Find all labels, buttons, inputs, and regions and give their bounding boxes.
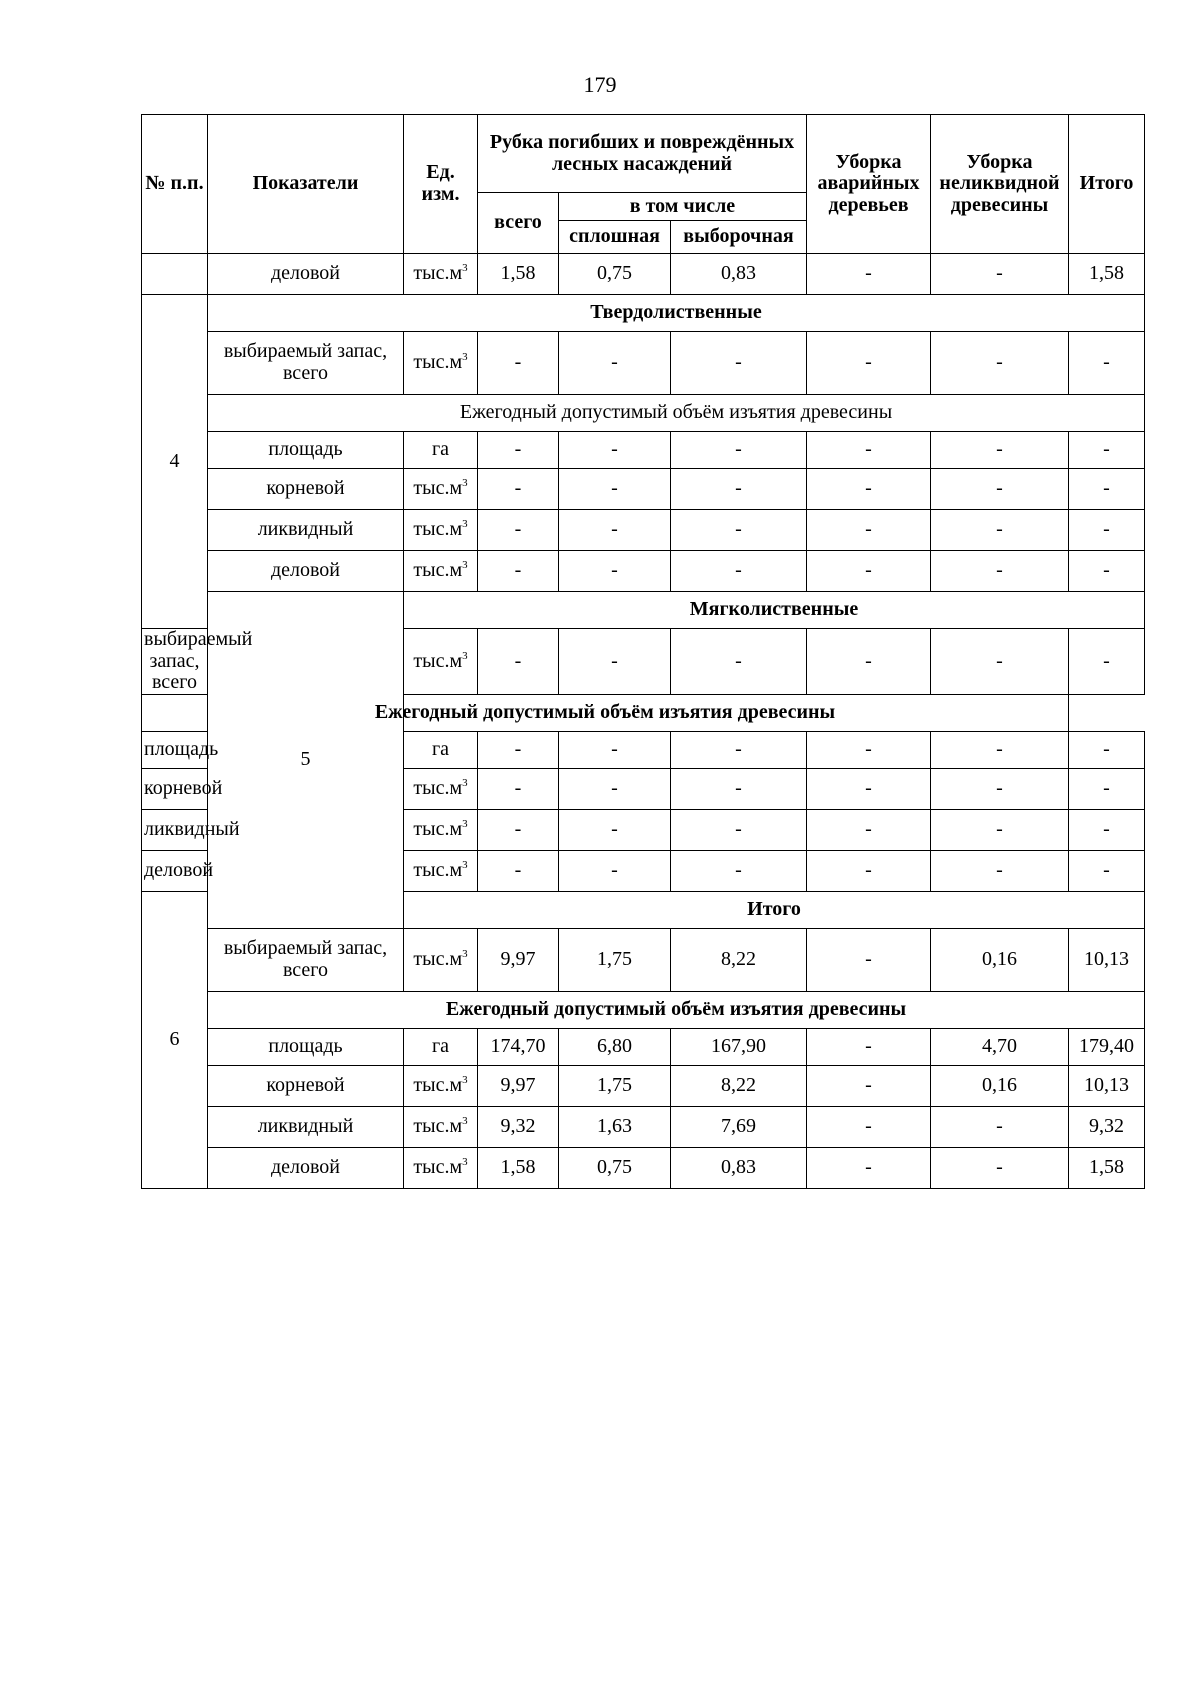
unit-cell: $тыс.м^3$ [404,469,478,510]
unit-cell: $тыс.м^3$ [404,254,478,295]
value-cell: - [807,1028,931,1065]
section-number: 5 [208,592,404,929]
header-illiquid: Уборка неликвидной древесины [931,115,1069,254]
value-cell: 0,83 [671,1147,807,1188]
value-cell: 8,22 [671,928,807,991]
value-cell: - [1069,850,1145,891]
value-cell: - [807,1147,931,1188]
unit-cell: $тыс.м^3$ [404,332,478,395]
value-cell: - [559,510,671,551]
value-cell: - [1069,629,1145,695]
value-cell: - [807,332,931,395]
value-cell: 0,16 [931,1065,1069,1106]
value-cell: - [931,469,1069,510]
unit-cell: $тыс.м^3$ [404,850,478,891]
value-cell: 6,80 [559,1028,671,1065]
value-cell: 10,13 [1069,1065,1145,1106]
row-label: площадь [142,731,208,768]
value-cell: - [671,469,807,510]
value-cell: - [931,551,1069,592]
value-cell: - [931,1106,1069,1147]
value-cell: - [931,510,1069,551]
section-subtitle: Ежегодный допустимый объём изъятия древесины [142,694,1069,731]
row-label: площадь [208,1028,404,1065]
value-cell: - [1069,551,1145,592]
table-row [142,510,1145,551]
value-cell: 1,63 [559,1106,671,1147]
table-row [142,1147,1145,1188]
value-cell: - [931,1147,1069,1188]
value-cell: - [478,809,559,850]
value-cell: - [559,768,671,809]
value-cell: - [671,768,807,809]
row-label: деловой [208,254,404,295]
value-cell: - [559,629,671,695]
value-cell: 10,13 [1069,928,1145,991]
value-cell: 167,90 [671,1028,807,1065]
value-cell: - [807,1106,931,1147]
table-row [142,551,1145,592]
value-cell: 1,58 [1069,254,1145,295]
unit-cell: $тыс.м^3$ [404,629,478,695]
value-cell: - [671,432,807,469]
row-label: корневой [208,1065,404,1106]
section-subtitle: Ежегодный допустимый объём изъятия древесины [208,991,1145,1028]
value-cell: - [1069,809,1145,850]
row-label: выбираемый запас, всего [208,332,404,395]
section-title-row [142,295,1145,332]
value-cell: - [671,809,807,850]
value-cell: 1,75 [559,1065,671,1106]
value-cell: - [671,551,807,592]
row-label: деловой [142,850,208,891]
header-unit: Ед. изм. [404,115,478,254]
value-cell: - [559,809,671,850]
unit-cell: $тыс.м^3$ [404,1106,478,1147]
value-cell: - [478,332,559,395]
section-number: 6 [142,891,208,1188]
value-cell: - [559,432,671,469]
value-cell: - [478,510,559,551]
value-cell: - [1069,332,1145,395]
value-cell: - [671,332,807,395]
value-cell: - [559,850,671,891]
value-cell: - [807,809,931,850]
section-title-row [142,592,1145,629]
value-cell: - [807,629,931,695]
section-title: Мягколиственные [404,592,1145,629]
unit-cell: $тыс.м^3$ [404,551,478,592]
value-cell: 174,70 [478,1028,559,1065]
value-cell: - [478,768,559,809]
table-row [142,469,1145,510]
value-cell: - [807,469,931,510]
value-cell: - [478,469,559,510]
section-title: Твердолиственные [208,295,1145,332]
value-cell: - [807,850,931,891]
table-row [142,928,1145,991]
table-row [142,332,1145,395]
value-cell: - [807,768,931,809]
value-cell: 1,58 [478,254,559,295]
value-cell: 1,58 [478,1147,559,1188]
unit-cell: га [404,1028,478,1065]
value-cell: - [478,551,559,592]
value-cell: 9,97 [478,928,559,991]
section-title: Итого [404,891,1145,928]
value-cell: 0,83 [671,254,807,295]
header-selective: выборочная [671,221,807,254]
value-cell: - [1069,469,1145,510]
value-cell: - [807,510,931,551]
value-cell: 9,97 [478,1065,559,1106]
value-cell: 4,70 [931,1028,1069,1065]
value-cell: 179,40 [1069,1028,1145,1065]
section-subtitle-row [142,991,1145,1028]
row-label: деловой [208,551,404,592]
value-cell: 0,16 [931,928,1069,991]
row-label: корневой [208,469,404,510]
row-label: площадь [208,432,404,469]
value-cell: - [478,629,559,695]
value-cell: - [1069,768,1145,809]
value-cell: - [559,551,671,592]
value-cell: - [671,850,807,891]
table-row [142,1028,1145,1065]
section-subtitle: Ежегодный допустимый объём изъятия древесины [208,395,1145,432]
value-cell: - [671,629,807,695]
value-cell: - [1069,510,1145,551]
value-cell: - [807,432,931,469]
value-cell: 9,32 [478,1106,559,1147]
unit-cell: $тыс.м^3$ [404,1147,478,1188]
row-label: деловой [208,1147,404,1188]
unit-cell: $тыс.м^3$ [404,768,478,809]
header-clear: сплошная [559,221,671,254]
table-row [142,1065,1145,1106]
value-cell: 8,22 [671,1065,807,1106]
value-cell: - [931,254,1069,295]
header-total-sub: всего [478,193,559,254]
unit-cell: $тыс.м^3$ [404,1065,478,1106]
value-cell: 1,75 [559,928,671,991]
value-cell: 0,75 [559,254,671,295]
value-cell: - [478,731,559,768]
value-cell: - [559,731,671,768]
unit-cell: $тыс.м^3$ [404,928,478,991]
value-cell: 7,69 [671,1106,807,1147]
header-felling: Рубка погибших и повреждённых лесных насаждений [478,115,807,193]
value-cell: - [931,768,1069,809]
section-number: 4 [142,295,208,629]
value-cell: - [931,629,1069,695]
value-cell: - [807,254,931,295]
value-cell: - [559,332,671,395]
value-cell: - [931,332,1069,395]
value-cell: 9,32 [1069,1106,1145,1147]
value-cell: - [807,731,931,768]
row-label: выбираемый запас, всего [208,928,404,991]
unit-cell: $тыс.м^3$ [404,809,478,850]
value-cell: - [478,432,559,469]
section-subtitle-row [142,395,1145,432]
table-row [142,254,1145,295]
header-emergency: Уборка аварийных деревьев [807,115,931,254]
value-cell: - [807,551,931,592]
unit-cell: $тыс.м^3$ [404,510,478,551]
header-total: Итого [1069,115,1145,254]
unit-cell: га [404,432,478,469]
value-cell: - [478,850,559,891]
row-label: корневой [142,768,208,809]
section-subtitle-row [142,694,1145,731]
row-label: ликвидный [208,510,404,551]
row-label: ликвидный [208,1106,404,1147]
value-cell: - [931,731,1069,768]
header-including: в том числе [559,193,807,221]
value-cell: - [931,850,1069,891]
value-cell: - [559,469,671,510]
value-cell: 0,75 [559,1147,671,1188]
value-cell: - [1069,432,1145,469]
unit-cell: га [404,731,478,768]
table-row [142,432,1145,469]
row-label: ликвидный [142,809,208,850]
value-cell: - [807,928,931,991]
value-cell: - [1069,731,1145,768]
page-number: 179 [583,72,617,97]
row-label: выбираемый запас, всего [142,629,208,695]
table-row [142,1106,1145,1147]
value-cell: - [931,432,1069,469]
value-cell: - [671,731,807,768]
forest-data-table [141,114,1145,1189]
header-num: № п.п. [142,115,208,254]
value-cell: - [671,510,807,551]
header-indicators: Показатели [208,115,404,254]
value-cell: - [931,809,1069,850]
value-cell: 1,58 [1069,1147,1145,1188]
value-cell: - [807,1065,931,1106]
